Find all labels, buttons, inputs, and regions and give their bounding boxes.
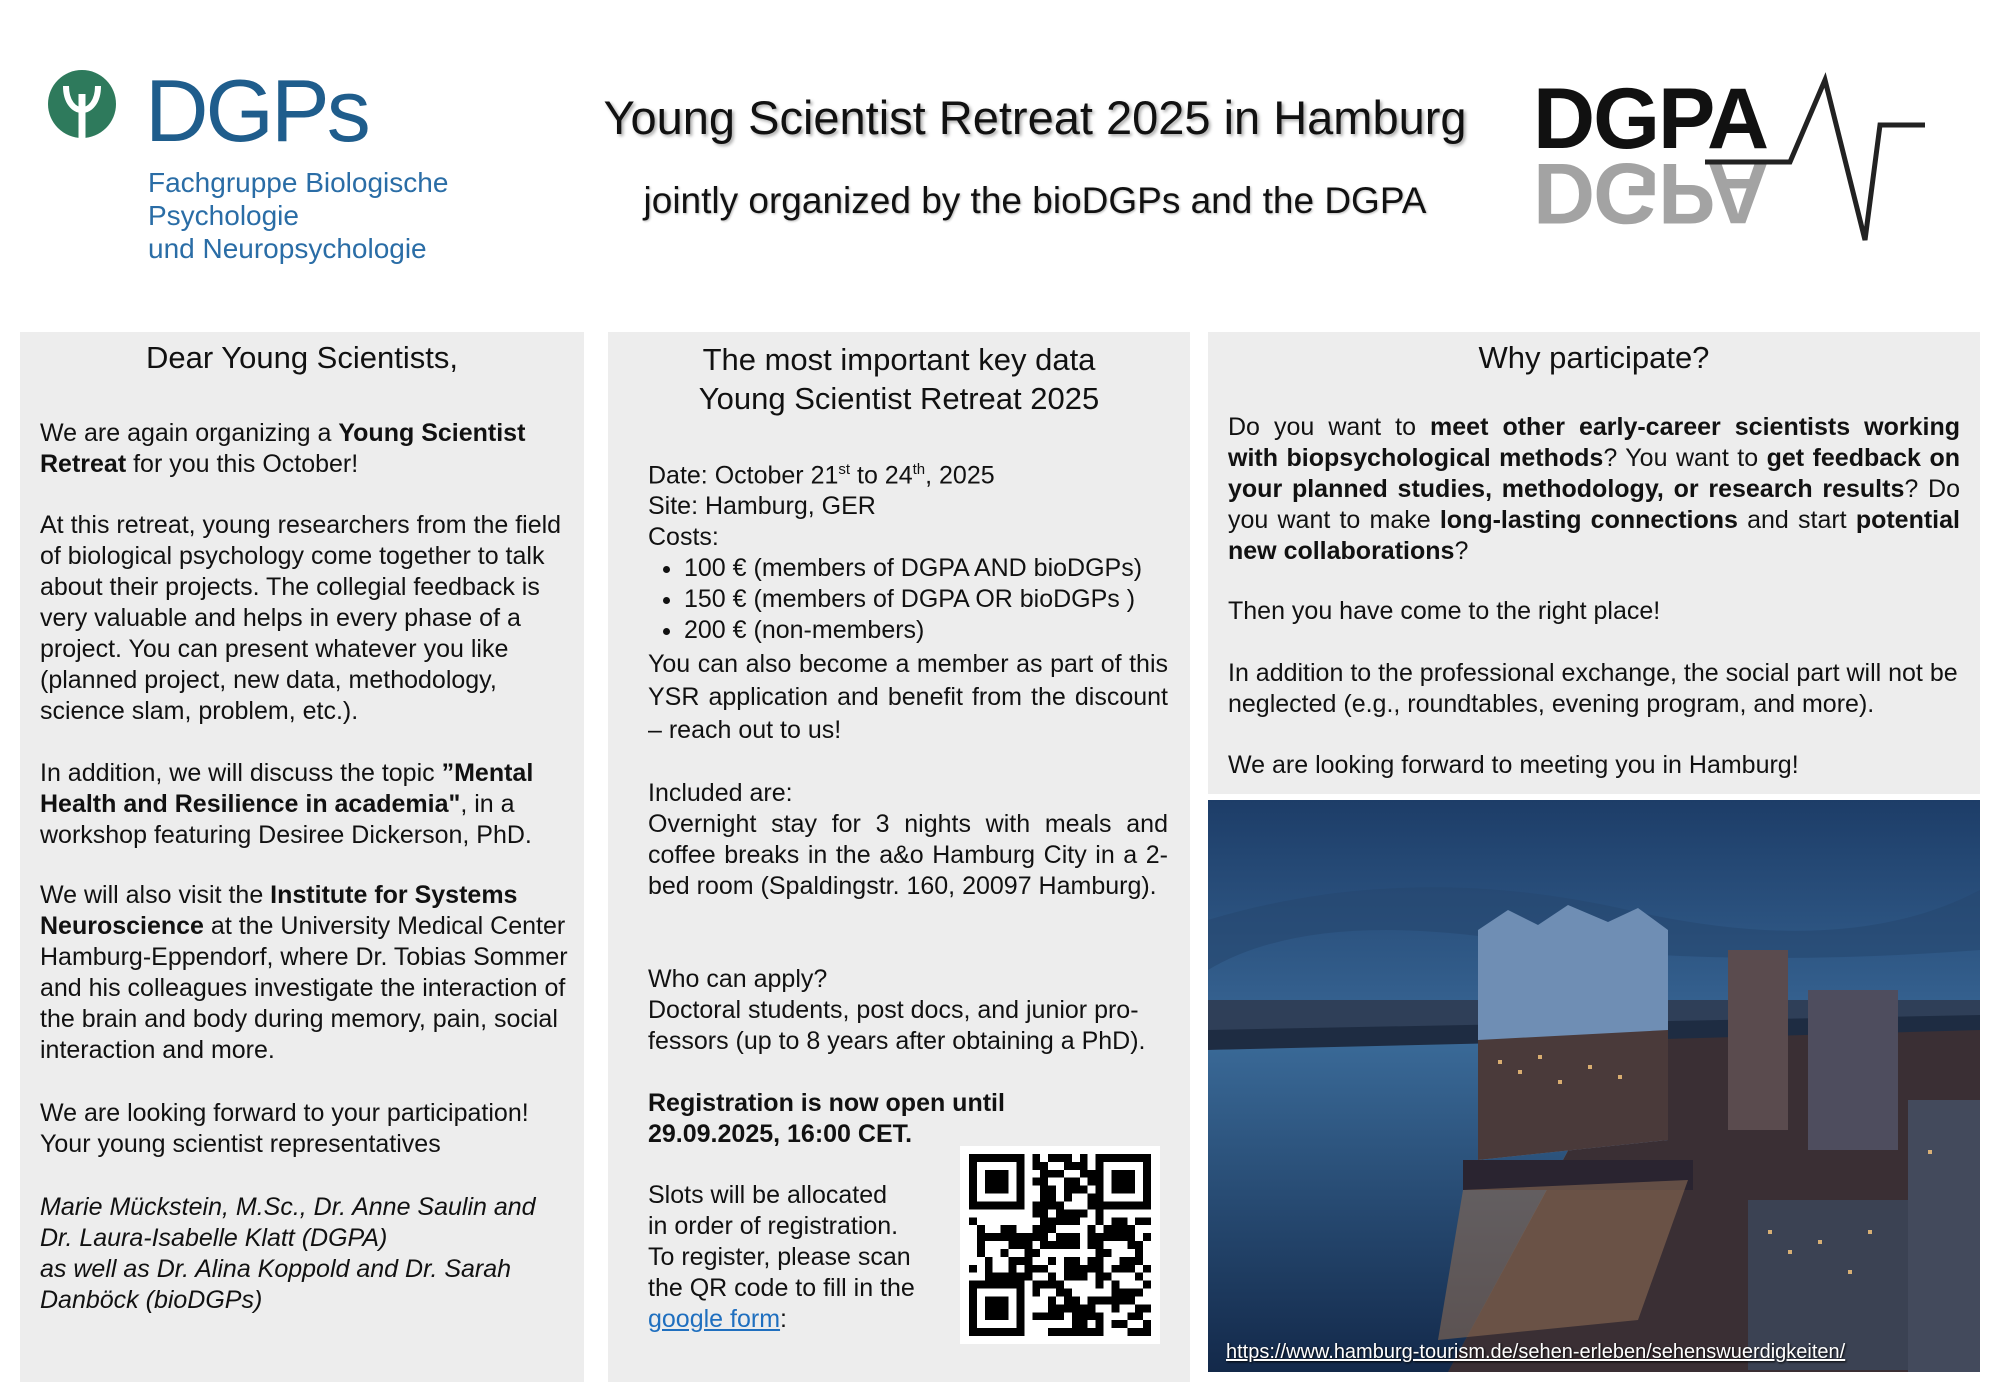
cost-item: • 100 € (members of DGPA AND bioDGPs) [684,553,1168,584]
why-participate-heading: Why participate? [1478,340,1710,375]
welcome-paragraph-1: We are again organizing a Young Scientist Retreat for you this October! [40,419,526,478]
key-data-heading: The most important key data Young Scientist Retreat 2025 [698,342,1100,416]
dgpa-wordmark: DGPA [1533,71,1768,167]
welcome-paragraph-2: At this retreat, young researchers from the field of biological psychology come together to talk about their projects. The collegial feedback is very valuable and helps in every phase of a project. You can present whatever you like (planned project, new data, methodology, science slam, problem, etc.). [40,511,562,725]
dgps-wordmark: DGPs [145,61,368,160]
elbphilharmonie-image [1208,800,1980,1372]
why-participate-paragraph-4: We are looking forward to meeting you in Hamburg! [1228,751,1799,779]
registration-instructions: Slots will be allocated in order of registration. To register, please scan the QR code to fill in the google form: [648,1181,915,1333]
membership-note: You can also become a member as part of this YSR application and benefit from the discount – reach out to us! [648,650,1168,744]
photo-credit-link[interactable]: https://www.hamburg-tourism.de/sehen-erleben/sehenswuerdigkeiten/ [1226,1341,1846,1363]
hamburg-skyline-photo [1208,800,1980,1372]
cost-item: • 150 € (members of DGPA OR bioDGPs ) [684,584,1168,615]
dgps-subtitle-line1: Fachgruppe Biologische Psychologie [148,167,449,231]
dgps-logo [40,58,600,264]
date-line: Date: October 21st to 24th, 2025 [648,461,995,490]
eligibility-section [648,964,1168,1057]
key-data-list [648,454,1168,646]
dgps-subtitle-line2: und Neuropsychologie [148,233,427,264]
included-label: Included are: [648,779,793,807]
costs-list [648,553,1168,646]
eligibility-label: Who can apply? [648,965,828,993]
dgpa-logo [1525,70,1945,250]
eligibility-text: Doctoral students, post docs, and junior pro-fessors (up to 8 years after obtaining a PhD). [648,996,1146,1055]
page-subtitle: jointly organized by the bioDGPs and the DGPA [643,180,1427,221]
costs-label: Costs: [648,523,719,552]
why-participate-questions: Do you want to meet other early-career scientists working with biopsychological methods? You want to get feedback on your planned studies, methodology, or research results? Do you want to make long-lasting connections and start potential new collaborations? [1228,413,1960,565]
welcome-closing: We are looking forward to your participation! Your young scientist representatives [40,1099,529,1158]
dgps-emblem-icon [46,68,118,140]
google-form-link[interactable]: google form [648,1305,781,1333]
welcome-panel [20,332,584,1382]
registration-qr-code[interactable] [960,1146,1160,1344]
dgpa-wordmark-reflection: DGPA [1533,145,1768,241]
why-participate-paragraph-2: Then you have come to the right place! [1228,597,1661,625]
welcome-paragraph-3: In addition, we will discuss the topic ”Mental Health and Resilience in academia", in a workshop featuring Desiree Dickerson, PhD. [40,759,534,849]
why-participate-paragraph-3: In addition to the professional exchange, the social part will not be neglected (e.g., roundtables, evening program, and more). [1228,659,1958,718]
included-section [648,778,1168,902]
cost-item: • 200 € (non-members) [684,615,1168,646]
welcome-paragraph-4: We will also visit the Institute for Systems Neuroscience at the University Medical Center Hamburg-Eppendorf, where Dr. Tobias Sommer and his colleagues investigate the interaction of the brain and body during memory, pain, social interaction and more. [40,881,568,1064]
why-participate-panel [1208,332,1980,794]
qr-code-icon [960,1146,1160,1344]
signature-names: Marie Mückstein, M.Sc., Dr. Anne Saulin and Dr. Laura-Isabelle Klatt (DGPA) as well as Dr. Alina Koppold and Dr. Sarah Danböck (bioDGPs) [40,1193,536,1314]
heartbeat-line-icon [1525,70,1945,250]
page-title: Young Scientist Retreat 2025 in Hamburg [603,91,1467,144]
dgps-subtitle [148,166,600,265]
site-line: Site: Hamburg, GER [648,492,876,521]
registration-deadline: Registration is now open until 29.09.2025, 16:00 CET. [648,1089,1005,1148]
included-text: Overnight stay for 3 nights with meals and coffee breaks in the a&o Hamburg City in a 2-bed room (Spaldingstr. 160, 20097 Hamburg). [648,810,1168,900]
welcome-heading: Dear Young Scientists, [146,340,458,375]
